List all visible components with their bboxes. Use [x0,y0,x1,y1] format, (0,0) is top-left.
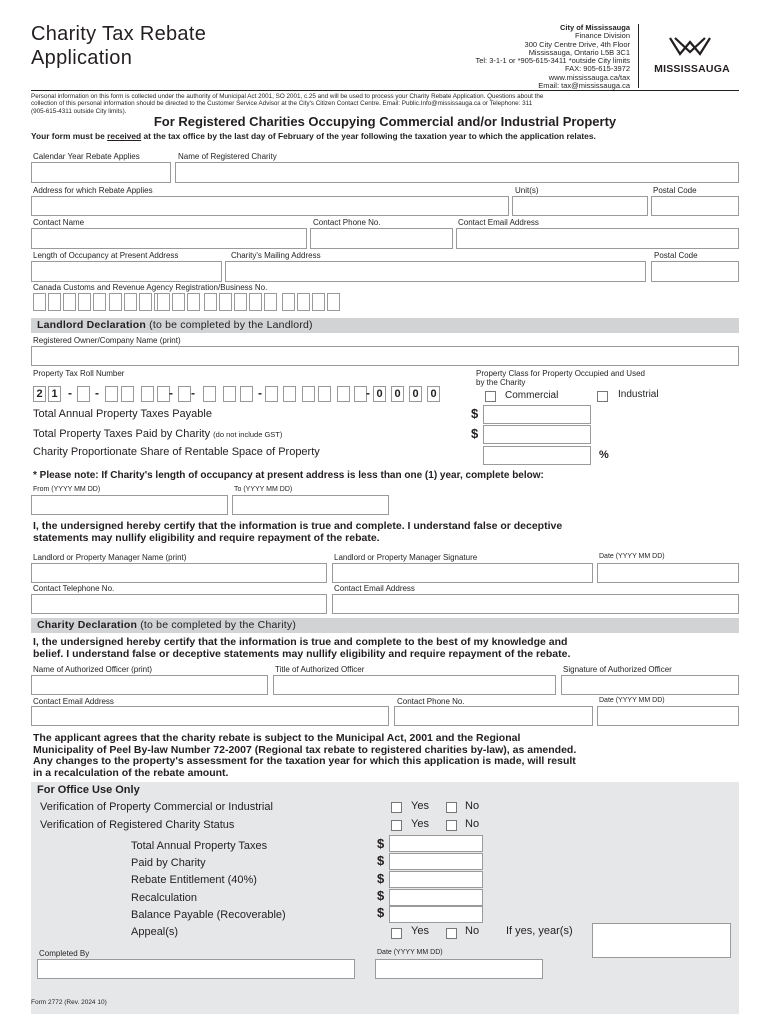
owner-input[interactable] [31,346,739,366]
verify-class-label: Verification of Property Commercial or Industrial [40,801,273,813]
to-label: To (YYYY MM DD) [234,486,293,493]
cra-reg-label: Canada Customs and Revenue Agency Registration/Business No. [33,283,268,292]
to-date-input[interactable] [232,495,389,515]
cra-digit-box[interactable] [124,293,137,311]
roll-digit[interactable]: 2 [33,386,46,402]
website: www.mississauga.ca/tax [548,72,630,82]
roll-dash: - [68,386,72,400]
mailing-address-label: Charity's Mailing Address [231,251,321,260]
address-line1: 300 City Centre Drive, 4th Floor [524,39,630,49]
cra-digit-box[interactable] [234,293,247,311]
officer-name-input[interactable] [31,675,268,695]
roll-digit-box[interactable] [77,386,90,402]
cra-digit-box[interactable] [204,293,217,311]
no-label: No [465,800,480,812]
completed-by-input[interactable] [37,959,355,979]
fax: FAX: 905-615-3972 [564,64,630,74]
address-rebate-label: Address for which Rebate Applies [33,186,153,195]
appeals-yes-checkbox[interactable] [391,928,402,939]
yes-label: Yes [411,818,429,830]
industrial-label: Industrial [618,389,659,400]
postal-code2-input[interactable] [651,261,739,282]
roll-digit[interactable]: 0 [391,386,404,402]
roll-dash: - [169,386,173,400]
verify-status-yes-checkbox[interactable] [391,820,402,831]
roll-dash: - [95,386,99,400]
property-class-label1: Property Class for Property Occupied and Used [476,369,645,378]
cra-digit-box[interactable] [187,293,200,311]
cra-digit-box[interactable] [327,293,340,311]
cra-digit-box[interactable] [249,293,262,311]
cra-digit-box[interactable] [264,293,277,311]
appeals-no-checkbox[interactable] [446,928,457,939]
roll-digit-box[interactable] [302,386,315,402]
landlord-section-header: Landlord Declaration (to be completed by the Landlord) [31,318,739,333]
cra-digit-box[interactable] [312,293,325,311]
landlord-email-input[interactable] [332,594,739,614]
charity-date-label: Date (YYYY MM DD) [599,697,665,704]
charity-email-input[interactable] [31,706,389,726]
dollar-sign: $ [471,406,479,421]
contact-name-input[interactable] [31,228,307,249]
charity-date-input[interactable] [597,706,739,726]
length-occupancy-label: Length of Occupancy at Present Address [33,251,179,260]
contact-name-label: Contact Name [33,218,85,227]
yes-label: Yes [411,800,429,812]
officer-title-input[interactable] [273,675,556,695]
manager-name-input[interactable] [31,563,327,583]
roll-digit-box[interactable] [105,386,118,402]
postal-code-label: Postal Code [653,186,697,195]
form-title-line2: Application [31,47,133,69]
office-paid-input[interactable] [389,853,483,870]
roll-dash: - [191,386,195,400]
mailing-address-input[interactable] [225,261,646,282]
verify-class-yes-checkbox[interactable] [391,802,402,813]
landlord-date-input[interactable] [597,563,739,583]
from-label: From (YYYY MM DD) [33,486,101,493]
office-paid-label: Paid by Charity [131,857,206,869]
org-name: City of Mississauga [559,23,630,32]
roll-digit-box[interactable] [265,386,278,402]
landlord-date-label: Date (YYYY MM DD) [599,553,665,560]
roll-digit[interactable]: 0 [373,386,386,402]
dollar-sign: $ [377,888,385,903]
cra-digit-box[interactable] [139,293,152,311]
yes-label: Yes [411,925,429,937]
industrial-checkbox[interactable] [597,391,608,402]
roll-dash: - [258,386,262,400]
office-entitlement-input[interactable] [389,871,483,888]
taxes-paid-label: Total Property Taxes Paid by Charity (do not include GST) [33,428,283,440]
office-total-taxes-input[interactable] [389,835,483,852]
office-use-title: For Office Use Only [37,784,140,796]
share-label: Charity Proportionate Share of Rentable Space of Property [33,446,320,458]
roll-digit-box[interactable] [121,386,134,402]
contact-email-input[interactable] [456,228,739,249]
commercial-checkbox[interactable] [485,391,496,402]
charity-certification: I, the undersigned hereby certify that the information is true and complete to the best of my knowledge and belief. I understand false or deceptive statements may nullify eligibility and require repayment of the rebate. [33,636,571,660]
cra-digit-box[interactable] [219,293,232,311]
calendar-year-input[interactable] [31,162,171,183]
applicant-agreement: The applicant agrees that the charity rebate is subject to the Municipal Act, 2001 and the Regional Municipality of Peel By-law Number 72-2007 (Regional tax rebate to registered charities by-law), as amended. Any changes to the property's assessment for the taxation year for which this application is made, will result in a recalculation of the rebate amount. [33,732,577,779]
office-recalc-input[interactable] [389,889,483,906]
privacy-notice: Personal information on this form is collected under the authority of Municipal Act 2001, SO 2001, c.25 and will be used to process your Charity Rebate Application. Questions about the collection of this personal information should be directed to the Customer Service Advisor at the City's Citizen Contact Centre. Email: Public.Info@mississauga.ca or Telephone: 311 (905-615-4311 outside City limits). [31,93,544,115]
from-date-input[interactable] [31,495,228,515]
cra-digit-box[interactable] [48,293,61,311]
dollar-sign: $ [377,905,385,920]
roll-digit-box[interactable] [141,386,154,402]
contact-email-label: Contact Email Address [458,218,539,227]
dollar-sign: $ [377,871,385,886]
verify-status-label: Verification of Registered Charity Status [40,819,235,831]
cra-digit-box[interactable] [93,293,106,311]
total-taxes-label: Total Annual Property Taxes Payable [33,408,212,420]
appeals-label: Appeal(s) [131,926,179,938]
taxes-paid-input[interactable] [483,425,591,444]
landlord-phone-input[interactable] [31,594,327,614]
roll-digit-box[interactable] [178,386,191,402]
cra-digit-box[interactable] [63,293,76,311]
form-title-line1: Charity Tax Rebate [31,23,207,45]
cra-digit-box[interactable] [78,293,91,311]
office-date-input[interactable] [375,959,543,979]
roll-number-label: Property Tax Roll Number [33,369,125,378]
office-address [475,24,630,90]
cra-digit-box[interactable] [282,293,295,311]
landlord-certification: I, the undersigned hereby certify that the information is true and complete. I understand false or deceptive statements may nullify eligibility and require repayment of the rebate. [33,520,563,544]
total-taxes-input[interactable] [483,405,591,424]
if-yes-label: If yes, year(s) [506,925,573,937]
verify-status-no-checkbox[interactable] [446,820,457,831]
occupancy-note: * Please note: If Charity's length of occupancy at present address is less than one (1) year, complete below: [33,470,544,481]
roll-dash: - [366,386,370,400]
office-balance-input[interactable] [389,906,483,923]
office-recalc-label: Recalculation [131,892,198,904]
top-rule [31,90,739,91]
roll-digit-box[interactable] [283,386,296,402]
cra-digit-box[interactable] [172,293,185,311]
manager-signature-label: Landlord or Property Manager Signature [334,553,478,562]
roll-digit-box[interactable] [203,386,216,402]
units-input[interactable] [512,196,648,216]
postal-code2-label: Postal Code [654,251,698,260]
owner-label: Registered Owner/Company Name (print) [33,336,181,345]
charity-name-input[interactable] [175,162,739,183]
office-total-taxes-label: Total Annual Property Taxes [131,840,268,852]
office-entitlement-label: Rebate Entitlement (40%) [131,874,257,886]
office-balance-label: Balance Payable (Recoverable) [131,909,286,921]
charity-phone-input[interactable] [394,706,593,726]
commercial-label: Commercial [505,390,559,401]
address-rebate-input[interactable] [31,196,509,216]
header-divider [638,24,639,88]
property-class-label2: by the Charity [476,378,526,387]
landlord-phone-label: Contact Telephone No. [33,584,115,593]
manager-signature-input[interactable] [332,563,593,583]
form-number: Form 2772 (Rev. 2024 10) [31,999,107,1006]
charity-name-label: Name of Registered Charity [178,152,277,161]
dollar-sign: $ [471,426,479,441]
officer-signature-label: Signature of Authorized Officer [563,665,672,674]
cra-digit-box[interactable] [297,293,310,311]
division: Finance Division [574,31,630,41]
contact-phone-label: Contact Phone No. [313,218,381,227]
cra-digit-box[interactable] [109,293,122,311]
calendar-year-label: Calendar Year Rebate Applies [33,152,140,161]
office-date-label: Date (YYYY MM DD) [377,949,443,956]
cra-digit-box[interactable] [33,293,46,311]
mississauga-logo [647,34,737,74]
appeal-years-input[interactable] [592,923,731,958]
cra-digit-box[interactable] [157,293,170,311]
email: Email: tax@mississauga.ca [538,81,630,91]
roll-digit-box[interactable] [318,386,331,402]
completed-by-label: Completed By [39,949,90,958]
dollar-sign: $ [377,836,385,851]
main-heading: For Registered Charities Occupying Commercial and/or Industrial Property [153,114,617,129]
officer-title-label: Title of Authorized Officer [275,665,365,674]
roll-digit[interactable]: 0 [427,386,440,402]
charity-section-header: Charity Declaration (to be completed by the Charity) [31,618,739,633]
manager-name-label: Landlord or Property Manager Name (print) [33,553,187,562]
length-occupancy-input[interactable] [31,261,222,282]
roll-digit[interactable]: 0 [409,386,422,402]
roll-digit-box[interactable] [223,386,236,402]
form-title [31,22,206,70]
roll-digit-box[interactable] [337,386,350,402]
landlord-email-label: Contact Email Address [334,584,415,593]
no-label: No [465,925,480,937]
roll-digit[interactable]: 1 [48,386,61,402]
percent-sign: % [599,449,609,461]
postal-code-input[interactable] [651,196,739,216]
no-label: No [465,818,480,830]
telephone: Tel: 3-1-1 or *905-615-3411 *outside City limits [475,56,630,66]
roll-digit-box[interactable] [240,386,253,402]
charity-phone-label: Contact Phone No. [397,697,465,706]
officer-signature-input[interactable] [561,675,739,695]
contact-phone-input[interactable] [310,228,453,249]
address-line2: Mississauga, Ontario L5B 3C1 [528,47,630,57]
verify-class-no-checkbox[interactable] [446,802,457,813]
logo-mark-icon [647,34,737,60]
share-input[interactable] [483,446,591,465]
dollar-sign: $ [377,853,385,868]
deadline-notice: Your form must be received at the tax office by the last day of February of the year following the taxation year to which the application relates. [31,131,596,141]
charity-email-label: Contact Email Address [33,697,114,706]
officer-name-label: Name of Authorized Officer (print) [33,665,153,674]
units-label: Unit(s) [515,186,539,195]
logo-text: MISSISSAUGA [654,63,730,75]
